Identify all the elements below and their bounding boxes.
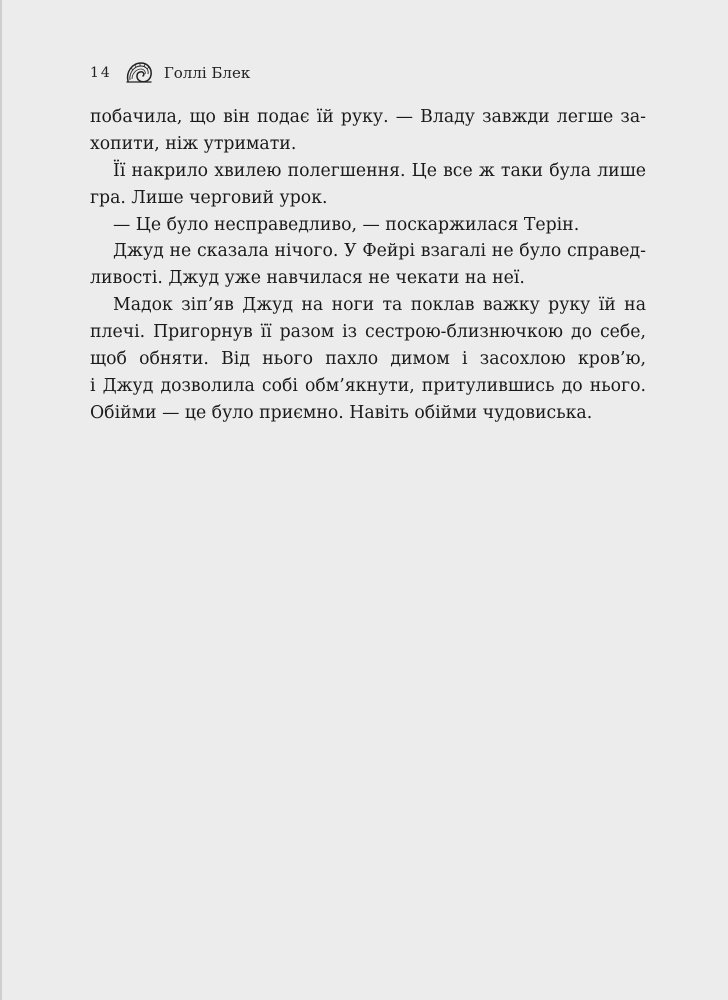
- text-line: хопити, ніж утримати.: [90, 133, 297, 154]
- text-line: Мадок зіп’яв Джуд на ноги та поклав важку руку їй на: [113, 295, 646, 316]
- text-line: побачила, що він подає їй руку. — Владу завжди легше за-: [90, 107, 646, 127]
- page-number: 14: [90, 65, 112, 81]
- page-edge: [0, 0, 2, 1000]
- text-line: гра. Лише черговий урок.: [90, 187, 328, 208]
- text-line: ливості. Джуд уже навчилася не чекати на неї.: [90, 268, 525, 289]
- text-line: — Це було несправедливо, — поскаржилася Терін.: [113, 214, 580, 235]
- text-line: і Джуд дозволила собі обм’якнути, притулившись до нього.: [90, 375, 646, 396]
- text-line: Її накрило хвилею полегшення. Це все ж таки була лише: [113, 160, 646, 181]
- running-head-author: Голлі Блек: [163, 64, 251, 82]
- text-line: Обійми — це було приємно. Навіть обійми чудовиська.: [90, 402, 593, 423]
- text-line: Джуд не сказала нічого. У Фейрі взагалі не було справед-: [113, 241, 646, 262]
- text-line: щоб обняти. Від нього пахло димом і засохлою кров’ю,: [90, 349, 646, 370]
- text-line: плечі. Пригорнув її разом із сестрою-близнючкою до себе,: [90, 322, 646, 343]
- running-head: [90, 58, 250, 88]
- book-text: [90, 104, 646, 427]
- spiral-shell-icon: [124, 58, 154, 88]
